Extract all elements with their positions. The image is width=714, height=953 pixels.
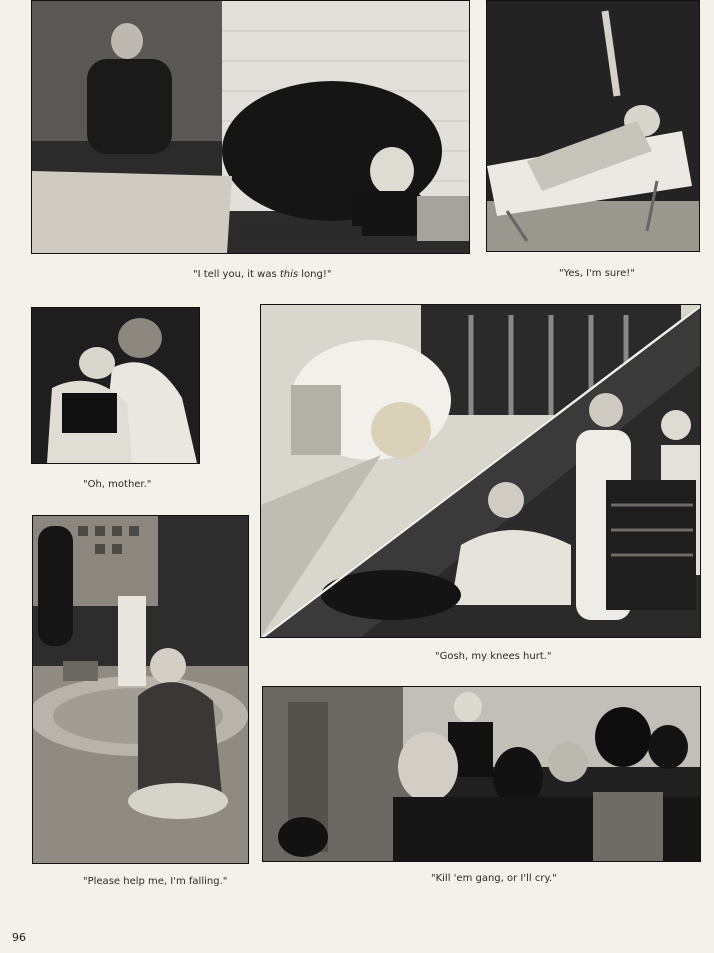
caption-text: long!" <box>298 269 332 280</box>
caption-knees-hurt: "Gosh, my knees hurt." <box>435 651 552 662</box>
photo-cot-scene <box>486 0 700 252</box>
page-number: 96 <box>12 931 26 944</box>
photo-rug-scene <box>31 0 470 254</box>
caption-emphasis: this <box>279 269 299 280</box>
photo-knees-collage <box>260 304 701 638</box>
caption-tell-you <box>193 269 331 280</box>
photo-embrace-scene <box>31 307 200 464</box>
caption-help-falling: "Please help me, I'm falling." <box>83 876 228 887</box>
caption-oh-mother: "Oh, mother." <box>83 479 152 490</box>
caption-kill-em-gang: "Kill 'em gang, or I'll cry." <box>431 873 557 884</box>
caption-text: "I tell you, it was <box>193 269 280 280</box>
photo-crowd-scene <box>262 686 701 862</box>
caption-yes-sure: "Yes, I'm sure!" <box>559 268 635 279</box>
photo-kneeling-scene <box>32 515 249 864</box>
